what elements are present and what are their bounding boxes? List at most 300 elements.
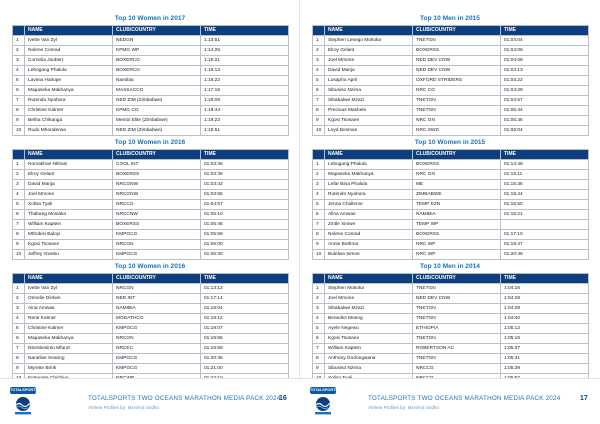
name-cell: Mthobisi Baloyi	[25, 230, 113, 240]
column-header-time: TIME	[501, 26, 589, 36]
right-page	[300, 0, 600, 424]
position-cell: 4	[313, 314, 325, 324]
name-cell: Bulelwa Simoe	[325, 250, 413, 260]
club-cell: BOXERSS	[113, 170, 201, 180]
time-cell: 1:14:25	[201, 46, 289, 56]
table-row	[313, 210, 589, 220]
time-cell: 01:05:59	[201, 230, 289, 240]
table-row	[313, 294, 589, 304]
club-cell: BOXERSS	[413, 46, 501, 56]
results-table-block	[312, 12, 588, 136]
position-cell: 10	[13, 250, 25, 260]
club-cell: NRC GN	[413, 116, 501, 126]
footer-title: TOTALSPORTS TWO OCEANS MARATHON MEDIA PACK 2024	[88, 395, 281, 402]
club-cell: Mentol Elite (Zimbabwe)	[113, 116, 201, 126]
footer-subtitle: Athlete Profiles by: Manfred Sirdhu	[368, 405, 439, 410]
time-cell: 1:15:21	[201, 56, 289, 66]
column-header-time: TIME	[201, 150, 289, 160]
name-cell: Elroy Gelant	[325, 46, 413, 56]
position-cell: 7	[313, 220, 325, 230]
time-cell: 01:15:11	[501, 170, 589, 180]
position-cell: 2	[13, 46, 25, 56]
position-cell: 7	[13, 96, 25, 106]
club-cell: NRC WP	[413, 250, 501, 260]
table-row	[13, 304, 289, 314]
table-row	[13, 250, 289, 260]
column-header-club: CLUB/COUNTRY	[113, 150, 201, 160]
table-row	[13, 240, 289, 250]
club-cell: KPMG CG	[113, 106, 201, 116]
column-header-position	[13, 274, 25, 284]
position-cell: 6	[313, 86, 325, 96]
name-cell: Kgosi Tsosane	[325, 334, 413, 344]
table-title: Top 10 Women in 2016	[114, 139, 186, 146]
name-cell: Onnelie Dintwe	[25, 294, 113, 304]
time-cell: 01:15:50	[501, 200, 589, 210]
table-row	[13, 56, 289, 66]
time-cell: 01:04:57	[201, 200, 289, 210]
table-row	[13, 76, 289, 86]
time-cell: 01:17:10	[501, 230, 589, 240]
position-cell: 8	[313, 354, 325, 364]
table-row	[13, 46, 289, 56]
time-cell: 1:05:16	[501, 334, 589, 344]
column-header-position	[13, 26, 25, 36]
time-cell: 01:04:13	[501, 66, 589, 76]
name-cell: Betha Chikanga	[25, 116, 113, 126]
position-cell: 7	[13, 220, 25, 230]
footer-title: TOTALSPORTS TWO OCEANS MARATHON MEDIA PACK 2024	[368, 395, 561, 402]
position-cell: 1	[13, 36, 25, 46]
position-cell: 5	[313, 200, 325, 210]
name-cell: Rene Kalmer	[25, 314, 113, 324]
name-cell: David Manja	[325, 66, 413, 76]
table-header-row	[13, 26, 289, 36]
club-cell: Namibia	[113, 76, 201, 86]
footer-subtitle: Athlete Profiles by: Manfred Sirdhu	[88, 405, 159, 410]
time-cell: 1:19:51	[201, 126, 289, 136]
position-cell: 1	[313, 160, 325, 170]
table-header-row	[313, 26, 589, 36]
name-cell: Sibabalwe Mzazi	[325, 304, 413, 314]
table-header-row	[13, 274, 289, 284]
position-cell: 1	[13, 160, 25, 170]
position-cell: 10	[13, 126, 25, 136]
club-cell: KMPGCG	[113, 230, 201, 240]
club-cell: NRC WP	[413, 240, 501, 250]
position-cell: 9	[13, 240, 25, 250]
club-cell: NED DEV CNW	[413, 56, 501, 66]
club-cell: NRC SWD	[413, 126, 501, 136]
time-cell: 01:04:04	[501, 36, 589, 46]
position-cell: 9	[13, 116, 25, 126]
club-cell: NRCGN	[113, 240, 201, 250]
name-cell: Thabang Mosiako	[25, 210, 113, 220]
time-cell: 1:13:51	[201, 36, 289, 46]
club-cell: MASSACCG	[113, 86, 201, 96]
table-row	[13, 284, 289, 294]
table-row	[313, 314, 589, 324]
page-number: 16	[279, 395, 287, 402]
name-cell: Zintle Xiniwe	[325, 220, 413, 230]
table-row	[313, 250, 589, 260]
time-cell: 01:05:45	[501, 116, 589, 126]
table-row	[13, 344, 289, 354]
time-cell: 01:20:46	[501, 250, 589, 260]
right-tables	[312, 12, 588, 384]
name-cell: Lefar Bina Phalula	[325, 180, 413, 190]
name-cell: Nolene Conrad	[325, 230, 413, 240]
table-row	[13, 230, 289, 240]
name-cell: Rutendo Nyahora	[325, 190, 413, 200]
column-header-time: TIME	[501, 274, 589, 284]
brand-tag: TOTALSPORTS	[310, 388, 338, 392]
two-oceans-wave-logo-icon	[312, 396, 334, 415]
time-cell: 01:17:14	[201, 294, 289, 304]
column-header-name: NAME	[325, 274, 413, 284]
position-cell: 5	[13, 324, 25, 334]
position-cell: 3	[313, 304, 325, 314]
time-cell: 01:05:46	[201, 220, 289, 230]
table-row	[313, 190, 589, 200]
time-cell: 01:18:04	[201, 304, 289, 314]
club-cell: BOXERSS	[413, 230, 501, 240]
position-cell: 2	[313, 46, 325, 56]
table-row	[13, 364, 289, 374]
table-row	[313, 354, 589, 364]
time-cell: 1:05:31	[501, 354, 589, 364]
name-cell: Benedict Moeng	[325, 314, 413, 324]
results-table	[12, 149, 289, 260]
time-cell: 1:04:16	[501, 284, 589, 294]
time-cell: 01:14:48	[501, 160, 589, 170]
club-cell: COOL INT	[113, 160, 201, 170]
club-cell: TNETGN	[413, 96, 501, 106]
table-row	[313, 86, 589, 96]
table-title: Top 10 Women in 2015	[414, 139, 486, 146]
club-cell: NRCGN	[113, 334, 201, 344]
position-cell: 8	[313, 106, 325, 116]
column-header-club: CLUB/COUNTRY	[413, 274, 501, 284]
position-cell: 8	[313, 230, 325, 240]
name-cell: Ntombesintu Mfunzi	[25, 344, 113, 354]
club-cell: NAMIBIA	[413, 210, 501, 220]
name-cell: Cornelia Joubert	[25, 56, 113, 66]
table-row	[313, 334, 589, 344]
table-title: Top 10 Men in 2014	[420, 263, 480, 270]
club-cell: NRCCNW	[113, 210, 201, 220]
column-header-name: NAME	[25, 26, 113, 36]
club-cell: BOXERSS	[113, 220, 201, 230]
table-row	[13, 66, 289, 76]
column-header-position	[313, 274, 325, 284]
club-cell: KMPGCG	[113, 250, 201, 260]
name-cell: Nolene Conrad	[25, 46, 113, 56]
table-row	[13, 126, 289, 136]
name-cell: Anthony Godongwana	[325, 354, 413, 364]
position-cell: 1	[313, 284, 325, 294]
column-header-name: NAME	[25, 274, 113, 284]
table-row	[13, 96, 289, 106]
column-header-time: TIME	[201, 26, 289, 36]
column-header-name: NAME	[325, 150, 413, 160]
time-cell: 01:15:35	[501, 180, 589, 190]
club-cell: TNETGN	[413, 354, 501, 364]
name-cell: Sibusiso Nzima	[325, 86, 413, 96]
name-cell: Aina Amwas	[25, 304, 113, 314]
name-cell: Kgosi Tsosane	[325, 116, 413, 126]
club-cell: NRCGNW	[113, 190, 201, 200]
position-cell: 5	[13, 200, 25, 210]
name-cell: Precious Mashele	[325, 106, 413, 116]
position-cell: 3	[313, 56, 325, 66]
position-cell: 8	[13, 230, 25, 240]
results-table	[312, 273, 589, 384]
name-cell: Alina Amwas	[325, 210, 413, 220]
time-cell: 1:16:22	[201, 76, 289, 86]
brand-tag: TOTALSPORTS	[10, 388, 38, 392]
time-cell: 1:04:29	[501, 304, 589, 314]
position-cell: 6	[313, 334, 325, 344]
club-cell: TEMP KZN	[413, 200, 501, 210]
results-table-block	[12, 136, 288, 260]
column-header-position	[13, 150, 25, 160]
column-header-club: CLUB/COUNTRY	[413, 26, 501, 36]
name-cell: Stephen Mokoka	[325, 284, 413, 294]
time-cell: 1:19:23	[201, 116, 289, 126]
name-cell: Jeffrey Gwebu	[25, 250, 113, 260]
name-cell: Sibusiso Nzima	[325, 364, 413, 374]
club-cell: KMPGCG	[113, 364, 201, 374]
table-row	[313, 106, 589, 116]
club-cell: NED ZIM (Zimbabwe)	[113, 96, 201, 106]
position-cell: 6	[313, 210, 325, 220]
name-cell: Ivette Van Zyl	[25, 284, 113, 294]
table-header-row	[13, 150, 289, 160]
results-table-block	[312, 260, 588, 384]
position-cell: 7	[13, 344, 25, 354]
time-cell: 01:20:36	[201, 354, 289, 364]
table-row	[13, 180, 289, 190]
time-cell: 01:04:29	[501, 86, 589, 96]
club-cell: ETHIOPIA	[413, 324, 501, 334]
table-row	[13, 190, 289, 200]
time-cell: 01:13:13	[201, 284, 289, 294]
club-cell: NRCCG	[413, 364, 501, 374]
time-cell: 01:21:00	[201, 364, 289, 374]
table-title: Top 10 Women in 2016	[114, 263, 186, 270]
time-cell: 01:04:57	[501, 96, 589, 106]
name-cell: Lebogang Phalula	[325, 160, 413, 170]
position-cell: 10	[313, 250, 325, 260]
name-cell: Loyd Bosman	[325, 126, 413, 136]
position-cell: 5	[313, 76, 325, 86]
club-cell: NRC GN	[413, 170, 501, 180]
club-cell: NRC CG	[413, 86, 501, 96]
time-cell: 01:04:06	[501, 46, 589, 56]
name-cell: Mapaseka Makhanya	[25, 334, 113, 344]
time-cell: 1:18:09	[201, 96, 289, 106]
time-cell: 1:18:44	[201, 106, 289, 116]
club-cell: KMPGCG	[113, 324, 201, 334]
time-cell: 01:03:36	[201, 160, 289, 170]
name-cell: Lavinia Haitope	[25, 76, 113, 86]
name-cell: Ivette Van Zyl	[25, 36, 113, 46]
time-cell: 01:05:44	[501, 106, 589, 116]
table-title: Top 10 Women in 2017	[114, 15, 186, 22]
column-header-position	[313, 26, 325, 36]
club-cell: NRCGNW	[113, 180, 201, 190]
right-brand	[308, 387, 338, 415]
name-cell: Jenna Challenor	[325, 200, 413, 210]
name-cell: Ayele Negewo	[325, 324, 413, 334]
name-cell: Joel Mmone	[325, 294, 413, 304]
position-cell: 8	[13, 106, 25, 116]
page-spine	[299, 0, 300, 424]
position-cell: 4	[313, 66, 325, 76]
name-cell: William Kaptein	[25, 220, 113, 230]
table-row	[313, 180, 589, 190]
results-table	[12, 273, 289, 384]
table-title: Top 10 Men in 2015	[420, 15, 480, 22]
club-cell: NEDGN	[113, 36, 201, 46]
time-cell: 01:19:59	[201, 344, 289, 354]
position-cell: 5	[313, 324, 325, 334]
table-row	[313, 284, 589, 294]
club-cell: NAMIBIA	[113, 304, 201, 314]
time-cell: 01:18:47	[501, 240, 589, 250]
position-cell: 2	[313, 294, 325, 304]
name-cell: Joel Mmone	[325, 56, 413, 66]
club-cell: NED ZIM (Zimbabwe)	[113, 126, 201, 136]
table-row	[313, 116, 589, 126]
club-cell: BOXERCG	[113, 56, 201, 66]
club-cell: TNETGN	[413, 106, 501, 116]
name-cell: David Manja	[25, 180, 113, 190]
table-row	[13, 334, 289, 344]
results-table	[12, 25, 289, 136]
position-cell: 9	[313, 116, 325, 126]
name-cell: Rutendo Nyahora	[25, 96, 113, 106]
time-cell: 01:03:55	[201, 190, 289, 200]
table-row	[313, 56, 589, 66]
results-table	[312, 25, 589, 136]
position-cell: 9	[313, 364, 325, 374]
column-header-position	[313, 150, 325, 160]
club-cell: TNETGN	[413, 284, 501, 294]
table-row	[313, 36, 589, 46]
time-cell: 01:03:39	[201, 170, 289, 180]
club-cell: KPMG WP	[113, 46, 201, 56]
club-cell: BOXERCG	[113, 66, 201, 76]
name-cell: Stephen Lesego Mokoka	[325, 36, 413, 46]
club-cell: NED DEV CNW	[413, 294, 501, 304]
position-cell: 3	[13, 304, 25, 314]
club-cell: NRCEC	[113, 344, 201, 354]
club-cell: MODATHCG	[113, 314, 201, 324]
time-cell: 01:05:10	[201, 210, 289, 220]
table-header-row	[313, 150, 589, 160]
name-cell: Lebogang Phalula	[25, 66, 113, 76]
position-cell: 4	[13, 190, 25, 200]
table-row	[13, 160, 289, 170]
club-cell: TNETGN	[413, 36, 501, 46]
time-cell: 1:05:39	[501, 364, 589, 374]
name-cell: Mapaseka Makhanya	[325, 170, 413, 180]
position-cell: 6	[13, 210, 25, 220]
column-header-club: CLUB/COUNTRY	[113, 26, 201, 36]
table-row	[13, 294, 289, 304]
name-cell: William Kaptein	[325, 344, 413, 354]
table-row	[313, 230, 589, 240]
position-cell: 7	[313, 344, 325, 354]
position-cell: 4	[13, 66, 25, 76]
time-cell: 1:16:13	[201, 66, 289, 76]
name-cell: Xolisa Tyali	[25, 200, 113, 210]
position-cell: 8	[13, 354, 25, 364]
time-cell: 1:04:40	[501, 314, 589, 324]
left-brand	[8, 387, 38, 415]
table-row	[313, 324, 589, 334]
table-row	[313, 240, 589, 250]
time-cell: 1:05:27	[501, 344, 589, 354]
column-header-name: NAME	[25, 150, 113, 160]
table-row	[313, 200, 589, 210]
position-cell: 2	[13, 170, 25, 180]
results-table-block	[12, 260, 288, 384]
time-cell: 1:17:15	[201, 86, 289, 96]
table-row	[313, 46, 589, 56]
table-row	[313, 364, 589, 374]
name-cell: Christine Kalmer	[25, 106, 113, 116]
table-row	[13, 210, 289, 220]
left-tables	[12, 12, 288, 384]
club-cell: ROBERTSON AC	[413, 344, 501, 354]
club-cell: BOXERSS	[413, 160, 501, 170]
position-cell: 9	[13, 364, 25, 374]
club-cell: TNETGN	[413, 304, 501, 314]
table-row	[13, 170, 289, 180]
results-table-block	[312, 136, 588, 260]
table-row	[13, 106, 289, 116]
time-cell: 01:06:00	[201, 240, 289, 250]
position-cell: 3	[13, 56, 25, 66]
table-row	[13, 354, 289, 364]
column-header-time: TIME	[201, 274, 289, 284]
footer-bar	[0, 378, 600, 424]
name-cell: Christine Kalmer	[25, 324, 113, 334]
column-header-name: NAME	[325, 26, 413, 36]
position-cell: 7	[313, 96, 325, 106]
club-cell: TEMP WP	[413, 220, 501, 230]
results-table-block	[12, 12, 288, 136]
column-header-time: TIME	[501, 150, 589, 160]
time-cell: 01:19:07	[201, 324, 289, 334]
time-cell: 1:05:12	[501, 324, 589, 334]
time-cell: 01:06:04	[501, 126, 589, 136]
name-cell: Sibabalwe Mzazi	[325, 96, 413, 106]
name-cell: Joel Mmone	[25, 190, 113, 200]
position-cell: 2	[313, 170, 325, 180]
name-cell: Nomakhoe Nkhasi	[25, 160, 113, 170]
position-cell: 1	[313, 36, 325, 46]
time-cell: 01:18:12	[201, 314, 289, 324]
club-cell: NED DEV CNW	[413, 66, 501, 76]
name-cell: Lusapho April	[325, 76, 413, 86]
name-cell: Kgosi Tsosane	[25, 240, 113, 250]
position-cell: 3	[13, 180, 25, 190]
results-table	[312, 149, 589, 260]
